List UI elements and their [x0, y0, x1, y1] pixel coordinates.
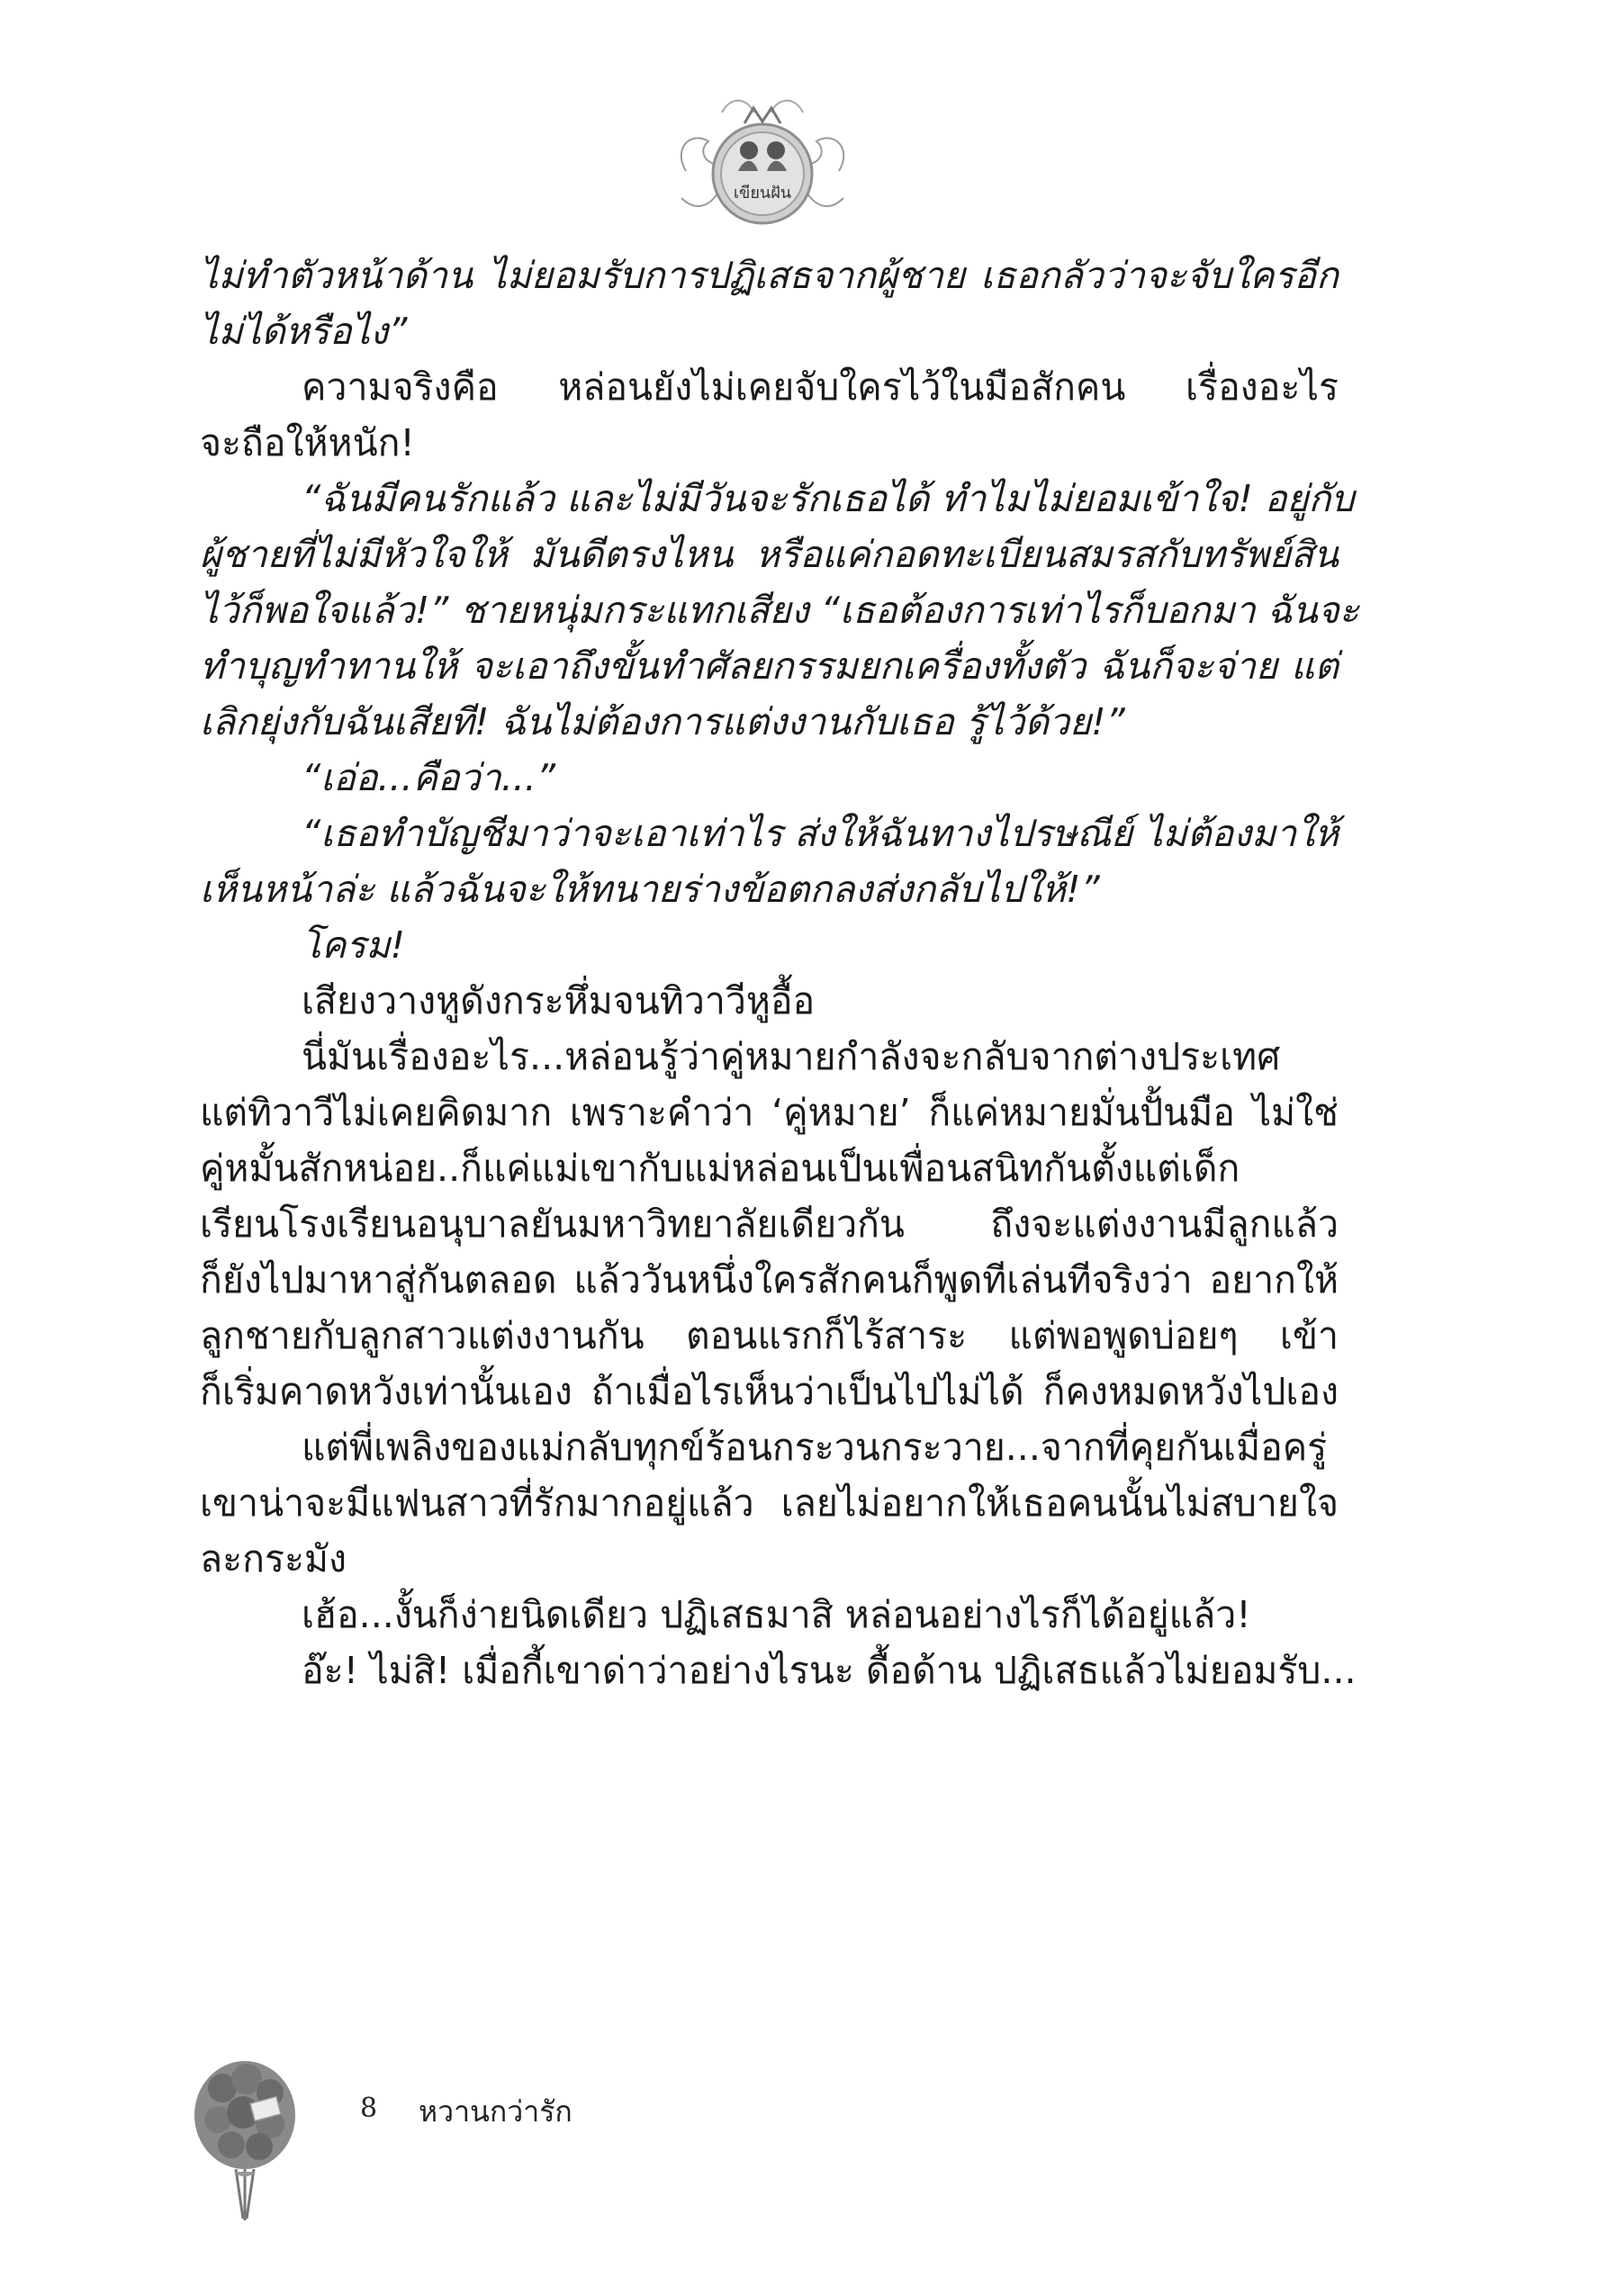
emblem-text: เขียนฝัน: [733, 184, 792, 203]
story-text: [200, 248, 1359, 1698]
text-line: “เธอทำบัญชีมาว่าจะเอาเท่าไร ส่งให้ฉันทางไปรษณีย์ ไม่ต้องมาให้: [302, 812, 1339, 855]
text-line: ไว้ก็พอใจแล้ว!” ชายหนุ่มกระแทกเสียง “เธอต้องการเท่าไรก็บอกมา ฉันจะ: [200, 589, 1359, 632]
text-line: เสียงวางหูดังกระหึ่มจนทิวาวีหูอื้อ: [302, 979, 816, 1022]
text-line: นี่มันเรื่องอะไร...หล่อนรู้ว่าคู่หมายกำลังจะกลับจากต่างประเทศ: [302, 1035, 1281, 1078]
text-line: เห็นหน้าล่ะ แล้วฉันจะให้ทนายร่างข้อตกลงส่งกลับไปให้!”: [200, 868, 1100, 911]
text-line: ความจริงคือ หล่อนยังไม่เคยจับใครไว้ในมือสักคน เรื่องอะไร: [302, 365, 1339, 409]
text-line: ละกระมัง: [200, 1537, 347, 1580]
text-line: ก็ยังไปมาหาสู่กันตลอด แล้ววันหนึ่งใครสักคนก็พูดทีเล่นทีจริงว่า อยากให้: [200, 1258, 1339, 1301]
page-footer: [0, 2048, 1605, 2228]
book-title: หวานกว่ารัก: [419, 2094, 573, 2129]
page-number: 8: [360, 2093, 378, 2124]
text-line: ผู้ชายที่ไม่มีหัวใจให้ มันดีตรงไหน หรือแค่กอดทะเบียนสมรสกับทรัพย์สิน: [200, 533, 1339, 576]
text-line: ทำบุญทำทานให้ จะเอาถึงขั้นทำศัลยกรรมยกเครื่องทั้งตัว ฉันก็จะจ่าย แต่: [200, 644, 1339, 688]
text-line: ลูกชายกับลูกสาวแต่งงานกัน ตอนแรกก็ไร้สาระ แต่พอพูดบ่อยๆ เข้า: [200, 1314, 1339, 1357]
text-line: ไม่ได้หรือไง”: [200, 310, 408, 353]
text-line: จะถือให้หนัก!: [200, 421, 415, 464]
text-line: คู่หมั้นสักหน่อย..ก็แค่แม่เขากับแม่หล่อนเป็นเพื่อนสนิทกันตั้งแต่เด็ก: [200, 1147, 1240, 1190]
text-line: แต่ทิวาวีไม่เคยคิดมาก เพราะคำว่า ‘คู่หมาย’ ก็แค่หมายมั่นปั้นมือ ไม่ใช่: [200, 1091, 1339, 1134]
text-line: แต่พี่เพลิงของแม่กลับทุกข์ร้อนกระวนกระวาย...จากที่คุยกันเมื่อครู่: [302, 1426, 1328, 1469]
text-line: อ๊ะ! ไม่สิ! เมื่อกี้เขาด่าว่าอย่างไรนะ ดื้อด้าน ปฏิเสธแล้วไม่ยอมรับ...: [302, 1649, 1357, 1692]
ornamental-crest-icon: [668, 86, 857, 234]
text-line: “เอ่อ...คือว่า...”: [302, 756, 556, 799]
text-line: ไม่ทำตัวหน้าด้าน ไม่ยอมรับการปฏิเสธจากผู้ชาย เธอกลัวว่าจะจับใครอีก: [200, 254, 1339, 297]
text-line: โครม!: [302, 923, 405, 967]
text-line: เรียนโรงเรียนอนุบาลยันมหาวิทยาลัยเดียวกัน ถึงจะแต่งงานมีลูกแล้ว: [200, 1202, 1339, 1246]
text-line: “ฉันมีคนรักแล้ว และไม่มีวันจะรักเธอได้ ทำไมไม่ยอมเข้าใจ! อยู่กับ: [302, 477, 1355, 520]
text-line: เลิกยุ่งกับฉันเสียที! ฉันไม่ต้องการแต่งงานกับเธอ รู้ไว้ด้วย!”: [200, 700, 1125, 743]
text-line: ก็เริ่มคาดหวังเท่านั้นเอง ถ้าเมื่อไรเห็นว่าเป็นไปไม่ได้ ก็คงหมดหวังไปเอง: [200, 1370, 1339, 1413]
text-line: เฮ้อ...งั้นก็ง่ายนิดเดียว ปฏิเสธมาสิ หล่อนอย่างไรก็ได้อยู่แล้ว!: [302, 1593, 1251, 1636]
text-line: เขาน่าจะมีแฟนสาวที่รักมากอยู่แล้ว เลยไม่อยากให้เธอคนนั้นไม่สบายใจ: [200, 1481, 1339, 1525]
rose-bouquet-icon: [191, 2048, 299, 2223]
